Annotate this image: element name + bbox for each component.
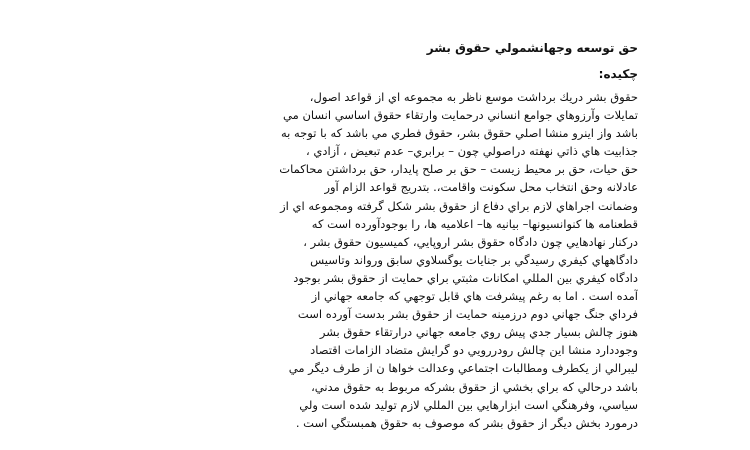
- abstract-paragraph: [112, 88, 638, 432]
- paragraph-line: فرداي جنگ جهاني دوم درزمينه حمايت از حقوق بشر بدست آورده است: [297, 307, 638, 322]
- paragraph-line: هنوز چالش بسيار جدي پيش روي جامعه جهاني درارتقاء حقوق بشر: [319, 325, 638, 340]
- paragraph-line: باشد درحالي كه براي بخشي از حقوق بشركه مربوط به حقوق مدني،: [311, 379, 638, 394]
- paragraph-line: دركنار نهادهايي چون دادگاه حقوق بشر اروپايي، كميسيون حقوق بشر ،: [303, 234, 638, 249]
- paragraph-line: عادلانه وحق انتخاب محل سكونت واقامت،. بتدريج قواعد الزام آور: [324, 180, 638, 195]
- paragraph-line: وجوددارد منشا اين چالش رودررويي دو گرايش متضاد الزامات اقتصاد: [310, 343, 638, 358]
- paragraph-line: دادگاه كيفري بين المللي امكانات مثبتي براي حمايت از حقوق بشر بوجود: [293, 270, 638, 285]
- paragraph-line: باشد واز اينرو منشا اصلي حقوق بشر، حقوق فطري مي باشد كه با توجه به: [281, 126, 638, 141]
- paragraph-line: ليبرالي از يكطرف ومطالبات اجتماعي وعدالت خواها ن از طرف ديگر مي: [288, 361, 638, 376]
- document-body: [112, 40, 638, 432]
- paragraph-line: حقوق بشر دريك برداشت موسع ناظر به مجموعه اي از قواعد اصول،: [309, 90, 638, 104]
- paragraph-line: دادگاههاي كيفري رسيدگي بر جنايات يوگسلاوي سابق ورواند وتاسيس: [310, 252, 638, 267]
- paragraph-line: قطعنامه ها كنوانسيونها– بيانيه ها– اعلاميه ها، را بوجودآورده است كه: [311, 216, 638, 231]
- paragraph-line: جذابيت هاي ذاتي نهفته دراصولي چون – برابري– عدم تبعيض ، آزادي ،: [305, 144, 638, 159]
- document-title: حق توسعه وجهانشمولي حقوق بشر: [426, 41, 638, 55]
- paragraph-line: آمده است . اما به رغم پيشرفت هاي قابل توجهي كه جامعه جهاني از: [311, 289, 638, 304]
- paragraph-line: حق حيات، حق بر محيط زيست – حق بر صلح پايدار، حق برداشتن محاكمات: [279, 162, 638, 177]
- paragraph-line: درمورد بخش ديگر از حقوق بشر كه موصوف به حقوق همبستگي است .: [295, 415, 638, 430]
- paragraph-line: تمايلات وآرزوهاي جوامع انساني درحمايت وارتقاء حقوق اساسي انسان مي: [283, 108, 638, 123]
- abstract-heading: چکیده:: [598, 67, 638, 81]
- paragraph-line: وضمانت اجراهاي لازم براي دفاع از حقوق بشر شكل گرفته ومجموعه اي از: [280, 198, 638, 213]
- paragraph-line: سياسي، وفرهنگي است ابزارهايي بين المللي لازم توليد شده است ولي: [299, 397, 638, 412]
